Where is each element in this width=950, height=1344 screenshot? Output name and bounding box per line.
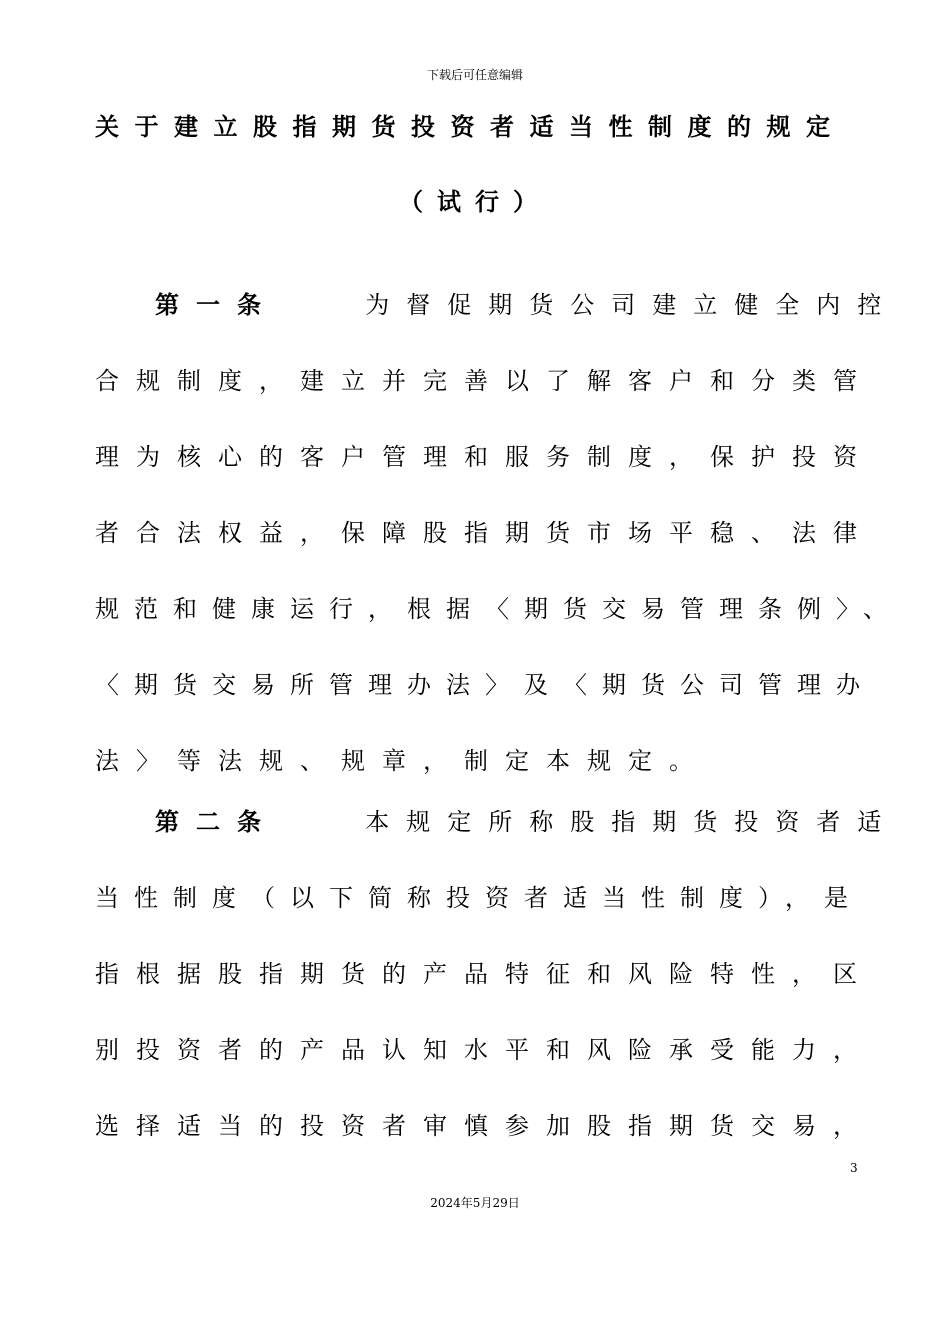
page-number: 3 [850,1161,858,1175]
article-1-first-line [155,290,925,320]
article-2-line: 指根据股指期货的产品特征和风险特性，区 [95,960,874,988]
document-subtitle: （试行） [399,188,551,216]
footer-date: 2024年5月29日 [430,1196,520,1210]
article-1-line: 合规制度，建立并完善以了解客户和分类管 [95,367,874,395]
article-1-line: 法〉等法规、规章，制定本规定。 [95,747,710,775]
article-2-line: 本规定所称股指期货投资者适 [365,808,899,836]
article-2-label: 第二条 [155,808,278,836]
article-2-first-line [155,807,925,837]
page-header-note: 下载后可任意编辑 [426,68,523,82]
article-1-line: 〈期货交易所管理办法〉及〈期货公司管理办 [95,671,875,699]
article-2-line: 当性制度（以下简称投资者适当性制度），是 [95,884,863,912]
article-1-line: 规范和健康运行，根据〈期货交易管理条例〉、 [95,595,902,623]
article-1-line: 者合法权益，保障股指期货市场平稳、法律 [95,519,874,547]
article-2-line: 别投资者的产品认知水平和风险承受能力， [95,1036,874,1064]
article-2-line: 选择适当的投资者审慎参加股指期货交易， [95,1112,874,1140]
article-1-line: 为督促期货公司建立健全内控 [365,291,899,319]
document-title: 关于建立股指期货投资者适当性制度的规定 [95,113,846,141]
article-1-line: 理为核心的客户管理和服务制度，保护投资 [95,443,874,471]
article-1-label: 第一条 [155,291,278,319]
